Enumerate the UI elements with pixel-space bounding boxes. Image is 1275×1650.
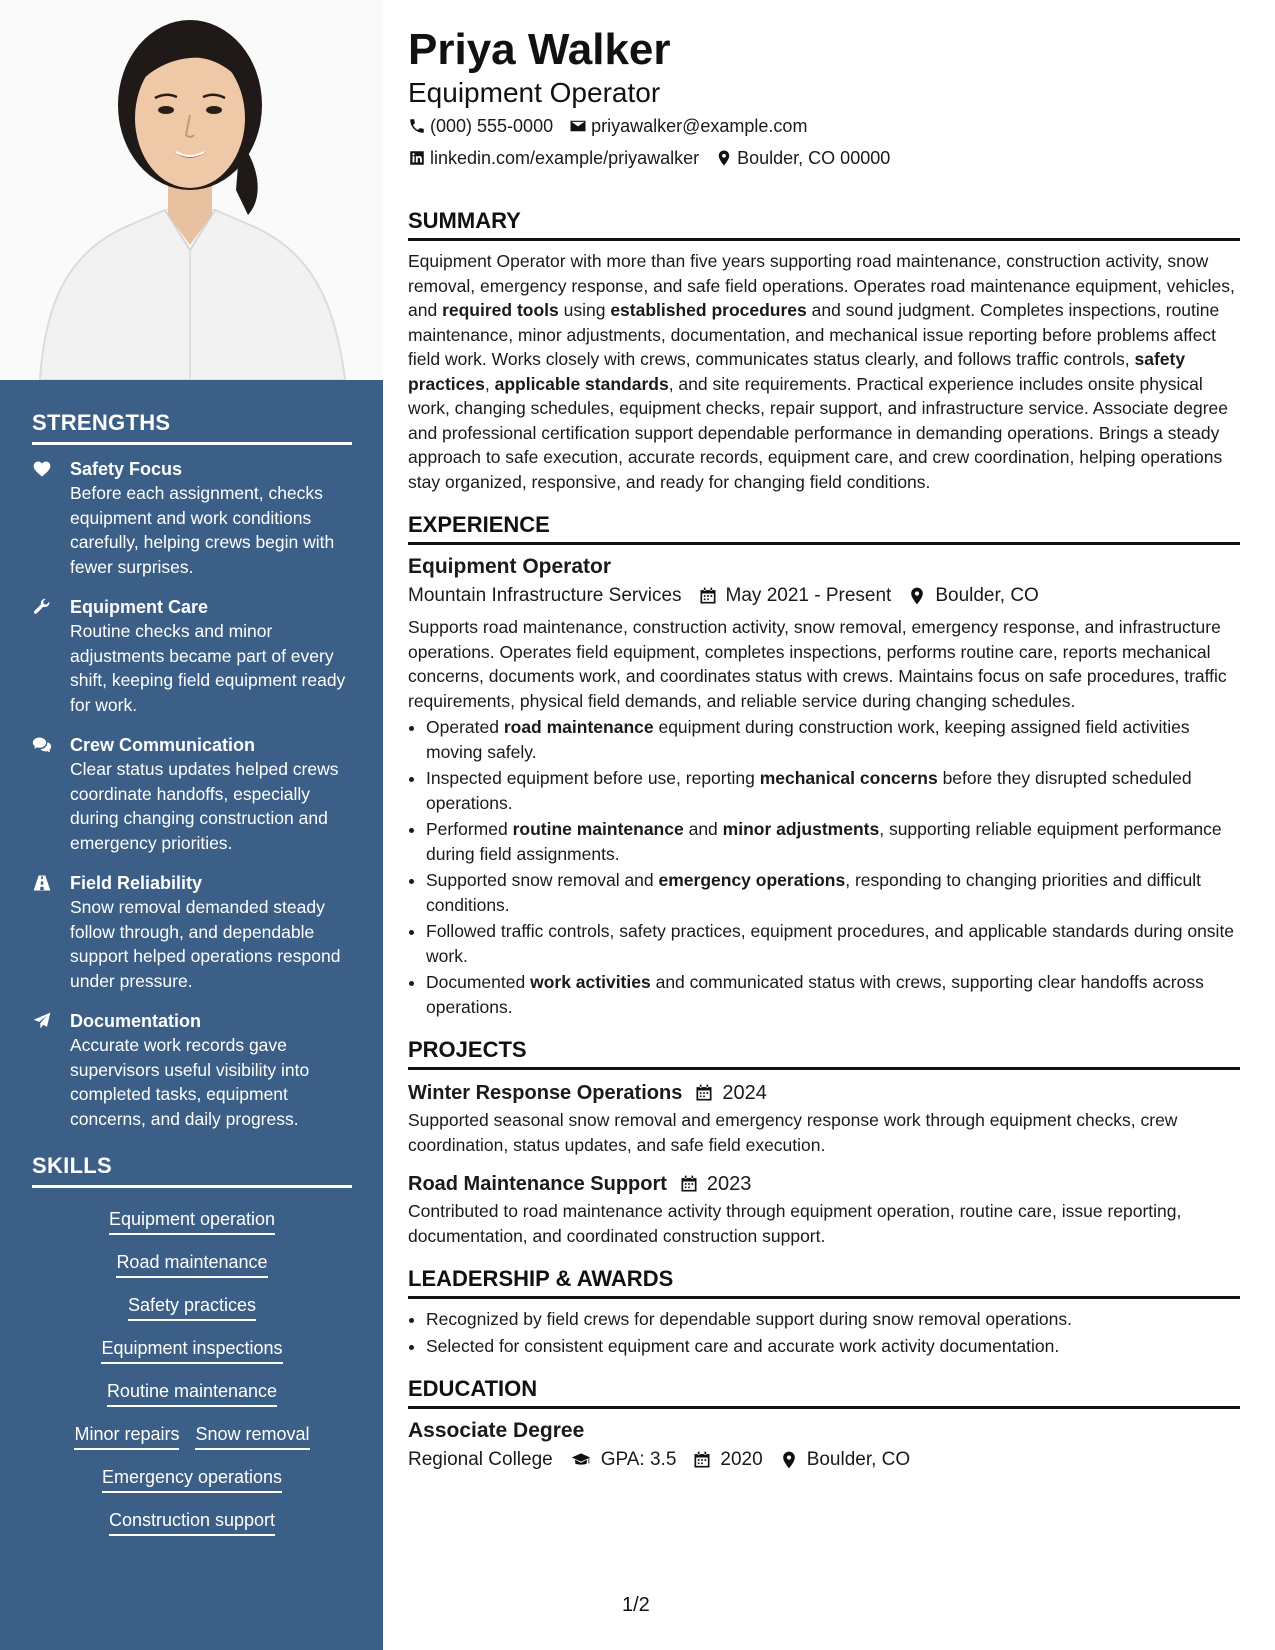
summary-text: Equipment Operator with more than five years supporting road maintenance, construction activity, snow removal, emergency response, and safe field operations. Operates road maintenance equipment, vehicles, and required tools using established procedures and sound judgment. Completes inspections, routine maintenance, minor adjustments, documentation, and mechanical issue reporting before problems affect field work. Works closely with crews, communicates status clearly, and follows traffic controls, safety practices, applicable standards, and site requirements. Practical experience includes onsite physical work, changing schedules, equipment checks, repair support, and infrastructure service. Associate degree and professional certification support dependable performance in demanding operations. Brings a steady approach to safe execution, accurate records, equipment care, and crew coordination, helping operations stay organized, responsive, and ready for changing field conditions. xyxy=(408,251,1235,492)
linkedin-text: linkedin.com/example/priyawalker xyxy=(430,148,700,168)
experience-heading: EXPERIENCE xyxy=(408,512,1240,545)
email-text: priyawalker@example.com xyxy=(591,116,808,136)
linkedin-contact[interactable] xyxy=(408,142,699,174)
education-section xyxy=(408,1376,1240,1475)
candidate-title: Equipment Operator xyxy=(408,77,661,108)
education-heading: EDUCATION xyxy=(408,1376,1240,1409)
page-number: 1/2 xyxy=(622,1594,650,1616)
phone-text: (000) 555-0000 xyxy=(430,116,554,136)
list-item: • Performed routine maintenance and minor adjustments, supporting reliable equipment performance during field assignments. xyxy=(426,817,1240,866)
strength-desc: Clear status updates helped crews coordinate handoffs, especially during changing construction and emergency priorities. xyxy=(70,759,339,853)
project-description: Contributed to road maintenance activity through equipment operation, routine care, issue reporting, documentation, and coordinated construction support. xyxy=(408,1201,1182,1246)
skill-tag: Equipment inspections xyxy=(101,1337,282,1364)
graduation-cap-icon xyxy=(569,1450,593,1470)
list-item: • Followed traffic controls, safety practices, equipment procedures, and applicable standards during onsite work. xyxy=(426,919,1240,968)
skill-tag: Road maintenance xyxy=(116,1251,267,1278)
list-item: • Documented work activities and communicated status with crews, supporting clear handoffs across operations. xyxy=(426,970,1240,1019)
gpa-text: GPA: 3.5 xyxy=(600,1449,677,1470)
email-contact[interactable] xyxy=(569,110,807,142)
education-meta xyxy=(408,1445,1240,1475)
company-name: Mountain Infrastructure Services xyxy=(408,585,682,606)
education-year: 2020 xyxy=(720,1449,763,1470)
education-location: Boulder, CO xyxy=(806,1449,911,1470)
strength-desc: Accurate work records gave supervisors useful visibility into completed tasks, equipment concerns, and daily progress. xyxy=(70,1035,310,1129)
phone-icon xyxy=(408,117,426,135)
main-content xyxy=(408,22,1240,1479)
degree-title: Associate Degree xyxy=(408,1419,585,1442)
envelope-icon xyxy=(569,117,587,135)
strength-item xyxy=(32,733,352,855)
candidate-name: Priya Walker xyxy=(408,25,671,74)
project-year: 2024 xyxy=(722,1082,767,1104)
job-description: Supports road maintenance, construction activity, snow removal, emergency response, and infrastructure operations. Operates field equipment, completes inspections, performs routine care, reports mechanical concerns, documents work, and coordinates status with crews. Maintains focus on safe procedures, traffic requirements, physical field demands, and reliable service during changing schedules. xyxy=(408,617,1227,711)
location-text: Boulder, CO 00000 xyxy=(737,148,891,168)
profile-photo xyxy=(0,0,383,380)
job-bullets xyxy=(408,715,1240,1019)
road-icon xyxy=(32,871,70,993)
calendar-icon xyxy=(698,586,718,606)
list-item: • Operated road maintenance equipment during construction work, keeping assigned field activities moving safely. xyxy=(426,715,1240,764)
experience-section xyxy=(408,512,1240,1019)
location-contact xyxy=(715,142,890,174)
skills-heading: SKILLS xyxy=(32,1153,352,1188)
map-marker-icon xyxy=(779,1450,799,1470)
strength-title: Documentation xyxy=(70,1011,202,1031)
map-marker-icon xyxy=(715,149,733,167)
projects-section xyxy=(408,1037,1240,1248)
skill-tag: Snow removal xyxy=(195,1423,309,1450)
list-item: • Inspected equipment before use, reporting mechanical concerns before they disrupted scheduled operations. xyxy=(426,766,1240,815)
project-title xyxy=(408,1078,1240,1108)
strength-title: Field Reliability xyxy=(70,873,203,893)
comments-icon xyxy=(32,733,70,855)
project-name: Winter Response Operations xyxy=(408,1082,683,1104)
strength-title: Crew Communication xyxy=(70,735,256,755)
strength-desc: Routine checks and minor adjustments became part of every shift, keeping field equipment ready for work. xyxy=(70,621,346,715)
list-item: • Selected for consistent equipment care and accurate work activity documentation. xyxy=(426,1334,1240,1359)
sidebar xyxy=(0,0,383,1650)
skill-tag: Equipment operation xyxy=(109,1208,275,1235)
list-item: • Recognized by field crews for dependable support during snow removal operations. xyxy=(426,1307,1240,1332)
strength-desc: Snow removal demanded steady follow through, and dependable support helped operations respond under pressure. xyxy=(70,897,341,991)
skill-tag: Minor repairs xyxy=(74,1423,179,1450)
projects-heading: PROJECTS xyxy=(408,1037,1240,1070)
strength-desc: Before each assignment, checks equipment and work conditions carefully, helping crews begin with fewer surprises. xyxy=(70,483,335,577)
school-name: Regional College xyxy=(408,1449,553,1470)
summary-section xyxy=(408,208,1240,494)
strengths-heading: STRENGTHS xyxy=(32,410,352,445)
phone-contact[interactable] xyxy=(408,110,553,142)
job-title: Equipment Operator xyxy=(408,555,612,578)
calendar-icon xyxy=(679,1174,699,1194)
job-location: Boulder, CO xyxy=(935,585,1039,606)
leadership-list xyxy=(408,1307,1240,1358)
contact-row xyxy=(408,142,1240,174)
strength-item xyxy=(32,871,352,993)
project-name: Road Maintenance Support xyxy=(408,1173,667,1195)
strength-item xyxy=(32,595,352,717)
list-item: • Supported snow removal and emergency operations, responding to changing priorities and difficult conditions. xyxy=(426,868,1240,917)
job-dates: May 2021 - Present xyxy=(725,585,892,606)
contact-row xyxy=(408,110,1240,142)
summary-heading: SUMMARY xyxy=(408,208,1240,241)
strength-item xyxy=(32,457,352,579)
project-title xyxy=(408,1169,1240,1199)
leadership-section xyxy=(408,1266,1240,1358)
linkedin-icon xyxy=(408,149,426,167)
skill-tag: Emergency operations xyxy=(102,1466,282,1493)
sidebar-content xyxy=(32,410,352,1552)
strength-title: Safety Focus xyxy=(70,459,183,479)
paper-plane-icon xyxy=(32,1009,70,1131)
skill-tag: Construction support xyxy=(109,1509,275,1536)
skill-tag: Routine maintenance xyxy=(107,1380,277,1407)
job-meta xyxy=(408,581,1240,611)
skill-tag: Safety practices xyxy=(128,1294,256,1321)
project-year: 2023 xyxy=(706,1173,752,1195)
map-marker-icon xyxy=(907,586,927,606)
skills-list xyxy=(32,1200,352,1536)
wrench-icon xyxy=(32,595,70,717)
calendar-icon xyxy=(694,1083,714,1103)
heart-icon xyxy=(32,457,70,579)
strength-title: Equipment Care xyxy=(70,597,209,617)
leadership-heading: LEADERSHIP & AWARDS xyxy=(408,1266,1240,1299)
project-description: Supported seasonal snow removal and emergency response work through equipment checks, crew coordination, status updates, and safe field execution. xyxy=(408,1110,1178,1155)
calendar-icon xyxy=(692,1450,712,1470)
strength-item xyxy=(32,1009,352,1131)
